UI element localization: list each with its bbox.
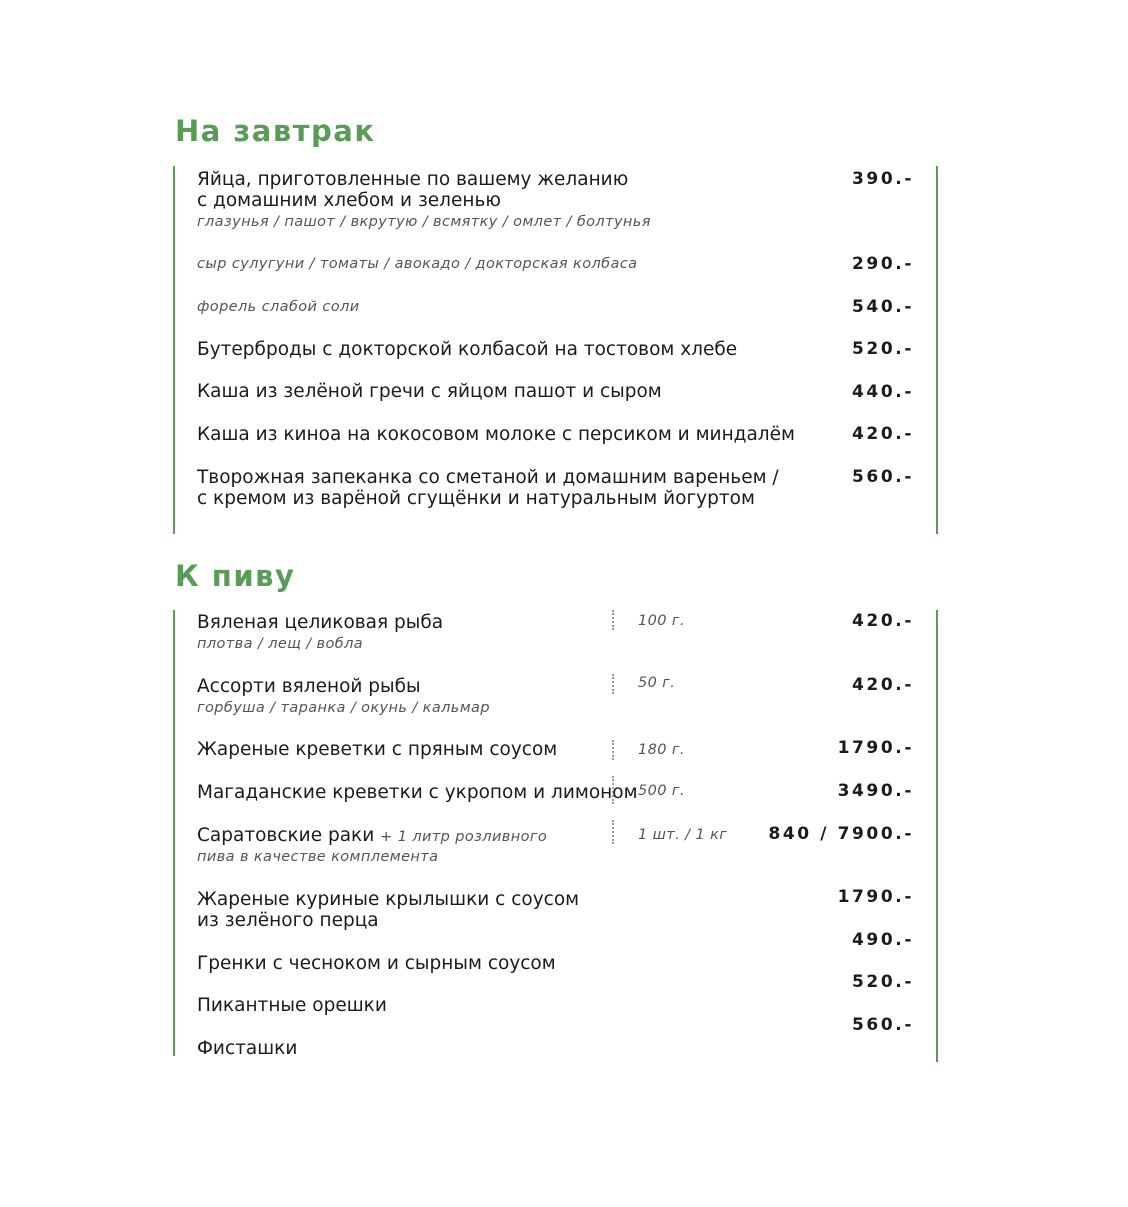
- menu-item-description: форель слабой соли: [197, 299, 360, 315]
- menu-item-name: Магаданские креветки с укропом и лимоном: [197, 782, 638, 803]
- menu-item-weight: 1 шт. / 1 кг: [638, 827, 728, 843]
- menu-item-weight: 100 г.: [638, 613, 685, 629]
- menu-item-price: 3490.-: [837, 781, 914, 801]
- menu-item-name: из зелёного перца: [197, 910, 379, 931]
- menu-item-price: 490.-: [852, 930, 914, 950]
- menu-item-name: с домашним хлебом и зеленью: [197, 190, 501, 211]
- menu-item-price: 420.-: [852, 611, 914, 631]
- menu-item-price: 840 / 7900.-: [768, 824, 914, 844]
- menu-item-name: Жареные куриные крылышки с соусом: [197, 889, 580, 910]
- menu-item-price: 560.-: [852, 1015, 914, 1035]
- menu-item-name: Яйца, приготовленные по вашему желанию: [197, 169, 629, 190]
- section-title-beer: К пиву: [175, 559, 296, 593]
- menu-item-name: Пикантные орешки: [197, 995, 387, 1016]
- menu-item-description: пива в качестве комплемента: [197, 849, 439, 865]
- menu-item-price: 290.-: [852, 254, 914, 274]
- menu-item-name: Вяленая целиковая рыба: [197, 612, 444, 633]
- right-divider-beer: [936, 610, 938, 1062]
- menu-item-price: 520.-: [852, 339, 914, 359]
- dotted-separator: [612, 740, 614, 760]
- menu-item-description: горбуша / таранка / окунь / кальмар: [197, 700, 490, 716]
- left-divider-breakfast: [173, 166, 175, 534]
- dotted-separator: [612, 610, 614, 630]
- dotted-separator: [612, 820, 614, 844]
- menu-item-price: 390.-: [852, 169, 914, 189]
- menu-item-weight: 50 г.: [638, 675, 676, 691]
- section-title-breakfast: На завтрак: [175, 114, 376, 148]
- menu-item-price: 420.-: [852, 675, 914, 695]
- menu-item-name: Бутерброды с докторской колбасой на тостовом хлебе: [197, 339, 738, 360]
- left-divider-beer: [173, 610, 175, 1056]
- menu-item-name: с кремом из варёной сгущёнки и натуральным йогуртом: [197, 488, 755, 509]
- menu-item-name: Жареные креветки с пряным соусом: [197, 739, 558, 760]
- menu-item-weight: 180 г.: [638, 742, 685, 758]
- menu-item-price: 560.-: [852, 467, 914, 487]
- menu-item-name: Ассорти вяленой рыбы: [197, 676, 421, 697]
- menu-item-description: плотва / лещ / вобла: [197, 636, 364, 652]
- menu-item-name: Творожная запеканка со сметаной и домашним вареньем /: [197, 467, 779, 488]
- menu-item-name: Каша из киноа на кокосовом молоке с персиком и миндалём: [197, 424, 795, 445]
- menu-item-weight: 500 г.: [638, 783, 685, 799]
- menu-item-description: сыр сулугуни / томаты / авокадо / докторская колбаса: [197, 256, 638, 272]
- menu-item-name: Каша из зелёной гречи с яйцом пашот и сыром: [197, 381, 662, 402]
- menu-item-price: 540.-: [852, 297, 914, 317]
- menu-item-name: [197, 825, 547, 848]
- menu-item-price: 1790.-: [837, 738, 914, 758]
- menu-item-name: Гренки с чесноком и сырным соусом: [197, 953, 556, 974]
- menu-item-name: Фисташки: [197, 1038, 298, 1059]
- menu-item-name-extra: + 1 литр розливного: [380, 829, 548, 845]
- menu-item-price: 440.-: [852, 382, 914, 402]
- menu-item-price: 1790.-: [837, 887, 914, 907]
- menu-item-price: 420.-: [852, 424, 914, 444]
- menu-item-description: глазунья / пашот / вкрутую / всмятку / омлет / болтунья: [197, 214, 651, 230]
- menu-item-price: 520.-: [852, 972, 914, 992]
- menu-item-name-text: Саратовские раки: [197, 825, 375, 846]
- dotted-separator: [612, 674, 614, 694]
- right-divider-breakfast: [936, 166, 938, 534]
